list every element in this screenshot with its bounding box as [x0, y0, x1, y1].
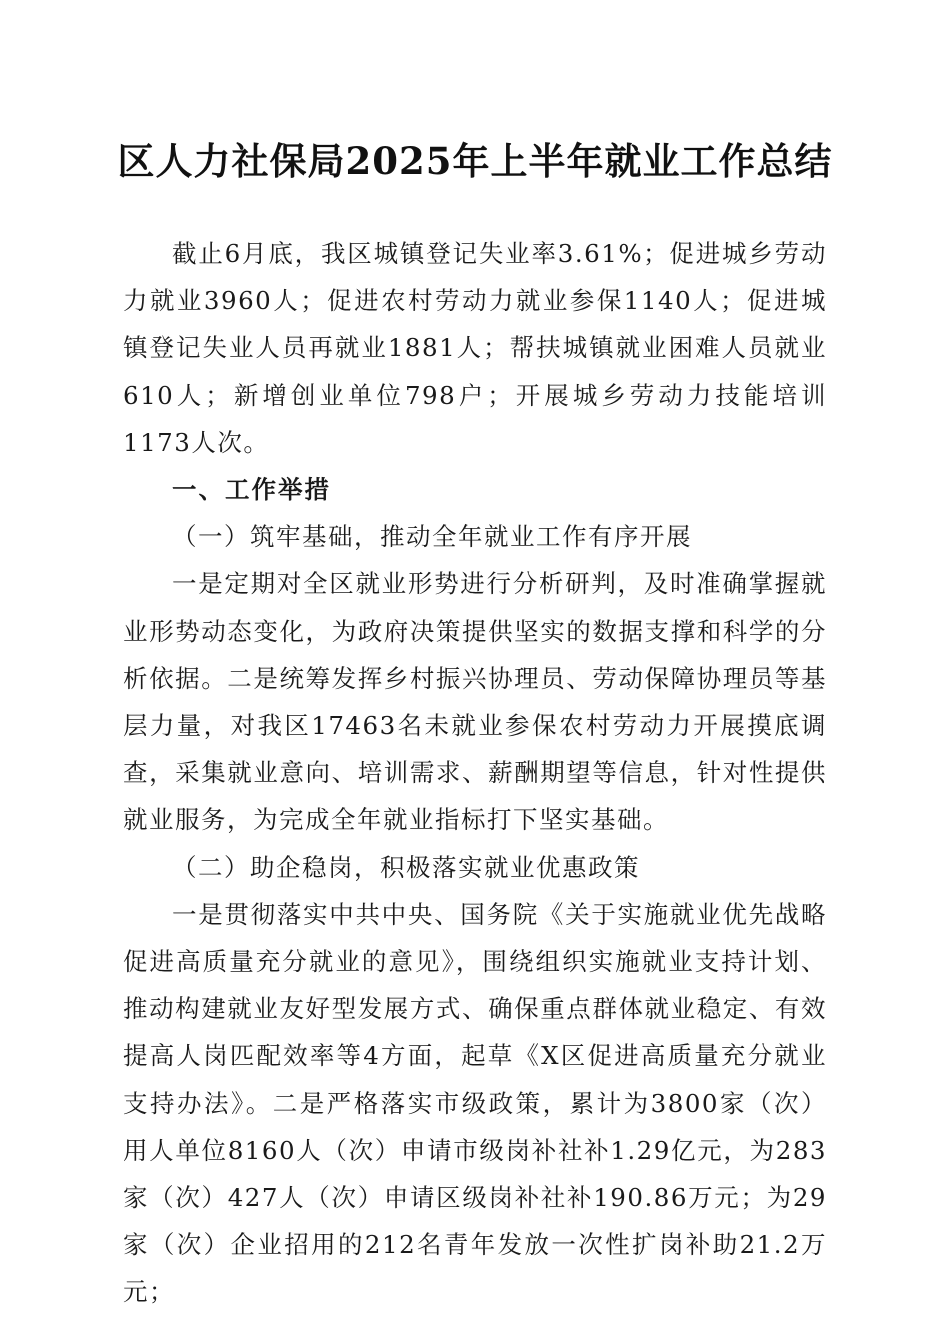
stabilize-jobs-paragraph: 一是贯彻落实中共中央、国务院《关于实施就业优先战略促进高质量充分就业的意见》，围绕组织实施就业支持计划、推动构建就业友好型发展方式、确保重点群体就业稳定、有效提高人岗匹配效率等4方面，起草《X区促进高质量充分就业支持办法》。二是严格落实市级政策，累计为3800家（次）用人单位8160人（次）申请市级岗补社补1.29亿元，为283家（次）427人（次）申请区级岗补社补190.86万元；为29家（次）企业招用的212名青年发放一次性扩岗补助21.2万元；	[123, 899, 827, 1307]
section-heading-work-measures: 一、工作举措	[172, 475, 331, 505]
document-body	[123, 230, 827, 1316]
document-title: 区人力社保局2025年上半年就业工作总结	[117, 139, 833, 183]
subsection-heading-stabilize-jobs: （二）助企稳岗，积极落实就业优惠政策	[172, 852, 640, 882]
foundation-paragraph: 一是定期对全区就业形势进行分析研判，及时准确掌握就业形势动态变化，为政府决策提供坚实的数据支撑和科学的分析依据。二是统筹发挥乡村振兴协理员、劳动保障协理员等基层力量，对我区17463名未就业参保农村劳动力开展摸底调查，采集就业意向、培训需求、薪酬期望等信息，针对性提供就业服务，为完成全年就业指标打下坚实基础。	[123, 569, 827, 835]
summary-paragraph: 截止6月底，我区城镇登记失业率3.61%；促进城乡劳动力就业3960人；促进农村劳动力就业参保1140人；促进城镇登记失业人员再就业1881人；帮扶城镇就业困难人员就业610人；新增创业单位798户；开展城乡劳动力技能培训1173人次。	[123, 239, 827, 457]
subsection-heading-foundation: （一）筑牢基础，推动全年就业工作有序开展	[172, 522, 692, 552]
